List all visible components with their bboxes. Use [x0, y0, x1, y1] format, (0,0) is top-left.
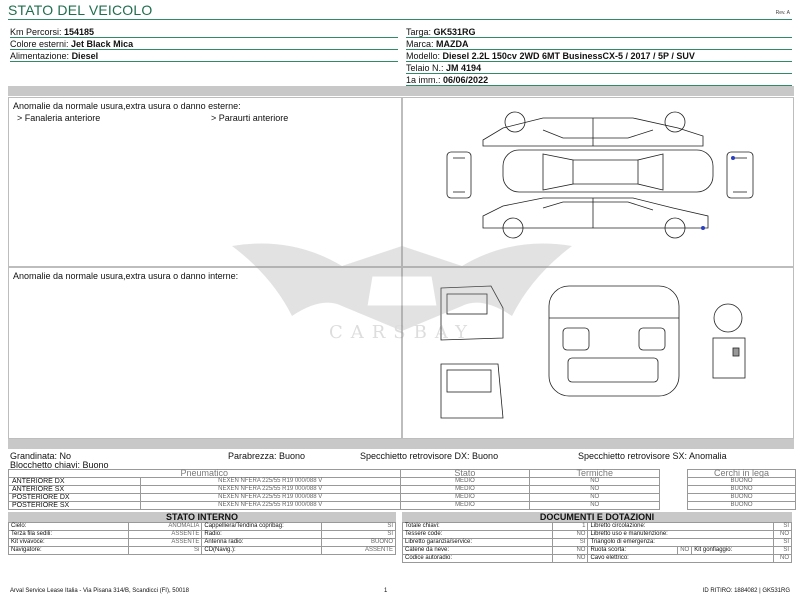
- tyres-header-termiche: Termiche: [530, 470, 660, 478]
- tyre-stato: MEDIO: [400, 486, 530, 494]
- interior-status-title: STATO INTERNO: [8, 512, 396, 522]
- tyres-header-row: [9, 470, 796, 478]
- interior-value: SI: [322, 531, 396, 539]
- info-label: Colore esterni:: [10, 39, 69, 49]
- tyre-cerchi: BUONO: [688, 478, 796, 486]
- table-row: [9, 523, 396, 531]
- tyre-termiche: NO: [530, 502, 660, 510]
- info-km: [10, 26, 398, 38]
- info-value: 06/06/2022: [443, 75, 489, 85]
- info-label: Modello:: [406, 51, 441, 61]
- tyre-cerchi: BUONO: [688, 494, 796, 502]
- document-value: NO: [552, 547, 588, 555]
- document-value: NO: [774, 531, 792, 539]
- interior-door-left-rear: [441, 364, 503, 418]
- table-row: [9, 478, 796, 486]
- cond-blocchetto: Blocchetto chiavi: Buono: [10, 460, 109, 470]
- table-row: [9, 486, 796, 494]
- info-label: Marca:: [406, 39, 434, 49]
- info-immatricolazione: [406, 74, 792, 86]
- tyres-header-gap: [660, 470, 688, 478]
- cond-specchietto-sx: Specchietto retrovisore SX: Anomalia: [578, 451, 727, 461]
- tyre-cerchi: BUONO: [688, 486, 796, 494]
- car-side-top: [483, 112, 703, 146]
- cond-specchietto-dx: Specchietto retrovisore DX: Buono: [360, 451, 499, 461]
- interior-value: ASSENTE: [322, 547, 396, 555]
- document-label: Cavo elettrico:: [588, 555, 774, 563]
- interior-label: Cielo:: [9, 523, 129, 531]
- cond-parabrezza: Parabrezza: Buono: [228, 451, 306, 461]
- document-label: Libretto uso e manutenzione:: [588, 531, 774, 539]
- tyre-spec: NEXEN NFERA 225/55 R19 000/088 V: [140, 478, 400, 486]
- table-row: [9, 547, 396, 555]
- interior-value: ANOMALIA: [128, 523, 202, 531]
- damage-item-fanaleria: > Fanaleria anteriore: [17, 113, 101, 123]
- info-marca: [406, 38, 792, 50]
- tyre-position: POSTERIORE SX: [9, 502, 141, 510]
- table-row: [403, 547, 792, 555]
- tyre-gap: [660, 486, 688, 494]
- interior-value: Si: [128, 547, 202, 555]
- info-value: Diesel 2.2L 150cv 2WD 6MT BusinessCX-5 / 2017 / 5P / SUV: [442, 51, 695, 61]
- table-row: [9, 539, 396, 547]
- title-divider: [8, 19, 792, 20]
- interior-label: Radio:: [202, 531, 322, 539]
- car-side-bottom: [483, 198, 708, 238]
- info-value: 154185: [64, 27, 95, 37]
- table-row: [9, 502, 796, 510]
- interior-label: Kit vivavoce:: [9, 539, 129, 547]
- document-value: 1: [552, 523, 588, 531]
- tyre-stato: MEDIO: [400, 494, 530, 502]
- tyre-termiche: NO: [530, 494, 660, 502]
- tyres-header-pneumatico: Pneumatico: [9, 470, 401, 478]
- document-value: SI: [774, 539, 792, 547]
- tyre-gap: [660, 494, 688, 502]
- table-row: [403, 555, 792, 563]
- info-value: GK531RG: [433, 27, 476, 37]
- document-label: Ruota scorta:: [588, 547, 678, 555]
- info-label: 1a imm.:: [406, 75, 441, 85]
- info-label: Km Percorsi:: [10, 27, 62, 37]
- tyre-stato: MEDIO: [400, 502, 530, 510]
- table-row: [9, 494, 796, 502]
- info-value: JM 4194: [446, 63, 482, 73]
- info-alimentazione: [10, 50, 398, 62]
- table-row: [403, 523, 792, 531]
- table-row: [403, 531, 792, 539]
- documents-section: [402, 512, 792, 563]
- document-label: Totale chiavi:: [403, 523, 553, 531]
- info-label: Targa:: [406, 27, 432, 37]
- documents-table: [402, 522, 792, 563]
- interior-label: Antenna radio:: [202, 539, 322, 547]
- tyre-termiche: NO: [530, 486, 660, 494]
- damage-marker: [701, 226, 705, 230]
- tyre-position: ANTERIORE SX: [9, 486, 141, 494]
- watermark: [232, 236, 572, 356]
- info-value: MAZDA: [436, 39, 469, 49]
- revision-label: Rev. A: [775, 10, 790, 16]
- document-value: NO: [678, 547, 692, 555]
- tyre-gap: [660, 502, 688, 510]
- vehicle-info-left: [10, 26, 398, 62]
- tyre-spec: NEXEN NFERA 225/55 R19 000/088 V: [140, 502, 400, 510]
- info-label: Telaio N.:: [406, 63, 444, 73]
- interior-label: CD(Navig.):: [202, 547, 322, 555]
- car-front-view: [447, 152, 471, 198]
- document-label: Catene da neve:: [403, 547, 553, 555]
- document-label: Triangolo di emergenza:: [588, 539, 774, 547]
- interior-value: ASSENTE: [128, 539, 202, 547]
- tyre-spec: NEXEN NFERA 225/55 R19 000/088 V: [140, 486, 400, 494]
- car-top-view: [503, 150, 713, 192]
- info-targa: [406, 26, 792, 38]
- watermark-text: CARSBAY: [328, 322, 476, 343]
- info-modello: [406, 50, 792, 62]
- cond-grandinata: Grandinata: No: [10, 451, 72, 461]
- interior-label: Navigatore:: [9, 547, 129, 555]
- interior-value: BUONO: [322, 539, 396, 547]
- tyre-position: ANTERIORE DX: [9, 478, 141, 486]
- tyres-table: [8, 469, 796, 510]
- watermark-bat-icon: [232, 236, 572, 336]
- documents-title: DOCUMENTI E DOTAZIONI: [402, 512, 792, 522]
- section-separator-2: [8, 439, 794, 449]
- document-value: NO: [552, 531, 588, 539]
- info-colore: [10, 38, 398, 50]
- info-value: Jet Black Mica: [71, 39, 134, 49]
- info-label: Alimentazione:: [10, 51, 70, 61]
- info-telaio: [406, 62, 792, 74]
- external-damage-title: Anomalie da normale usura,extra usura o danno esterne:: [13, 101, 241, 111]
- document-label: Libretto circolazione:: [588, 523, 774, 531]
- vehicle-info-right: [406, 26, 792, 86]
- tyre-stato: MEDIO: [400, 478, 530, 486]
- damage-marker: [731, 156, 735, 160]
- table-row: [9, 531, 396, 539]
- document-label: Tessere code:: [403, 531, 553, 539]
- interior-label: Cappelliera/Tendina copribag:: [202, 523, 322, 531]
- interior-status-section: [8, 512, 396, 555]
- document-value: SI: [774, 523, 792, 531]
- tyre-position: POSTERIORE DX: [9, 494, 141, 502]
- document-value: NO: [774, 555, 792, 563]
- interior-value: ASSENTE: [128, 531, 202, 539]
- interior-value: SI: [322, 523, 396, 531]
- tyres-header-stato: Stato: [400, 470, 530, 478]
- tyre-termiche: NO: [530, 478, 660, 486]
- page-title: STATO DEL VEICOLO: [8, 2, 153, 18]
- info-value: Diesel: [71, 51, 99, 61]
- document-label: Kit gonfiaggio:: [692, 547, 774, 555]
- footer-page-number: 1: [384, 588, 388, 594]
- tyres-header-cerchi: Cerchi in lega: [688, 470, 796, 478]
- section-separator: [8, 86, 794, 96]
- footer-address: Arval Service Lease Italia - Via Pisana 314/B, Scandicci (FI), 50018: [10, 588, 189, 594]
- interior-status-table: [8, 522, 396, 555]
- interior-label: Terza fila sedili:: [9, 531, 129, 539]
- document-label: Codice autoradio:: [403, 555, 553, 563]
- tyre-gap: [660, 478, 688, 486]
- document-value: NO: [552, 555, 588, 563]
- interior-dashboard: [713, 304, 745, 378]
- damage-item-paraurti: > Paraurti anteriore: [211, 113, 289, 123]
- internal-damage-title: Anomalie da normale usura,extra usura o danno interne:: [13, 271, 239, 281]
- tyre-spec: NEXEN NFERA 225/55 R19 000/088 V: [140, 494, 400, 502]
- document-value: SI: [552, 539, 588, 547]
- car-rear-view: [727, 152, 753, 198]
- table-row: [403, 539, 792, 547]
- footer-id: ID RITIRO: 1884082 | GK531RG: [702, 588, 790, 594]
- document-value: SI: [774, 547, 792, 555]
- document-label: Libretto garanzia/service:: [403, 539, 553, 547]
- tyre-cerchi: BUONO: [688, 502, 796, 510]
